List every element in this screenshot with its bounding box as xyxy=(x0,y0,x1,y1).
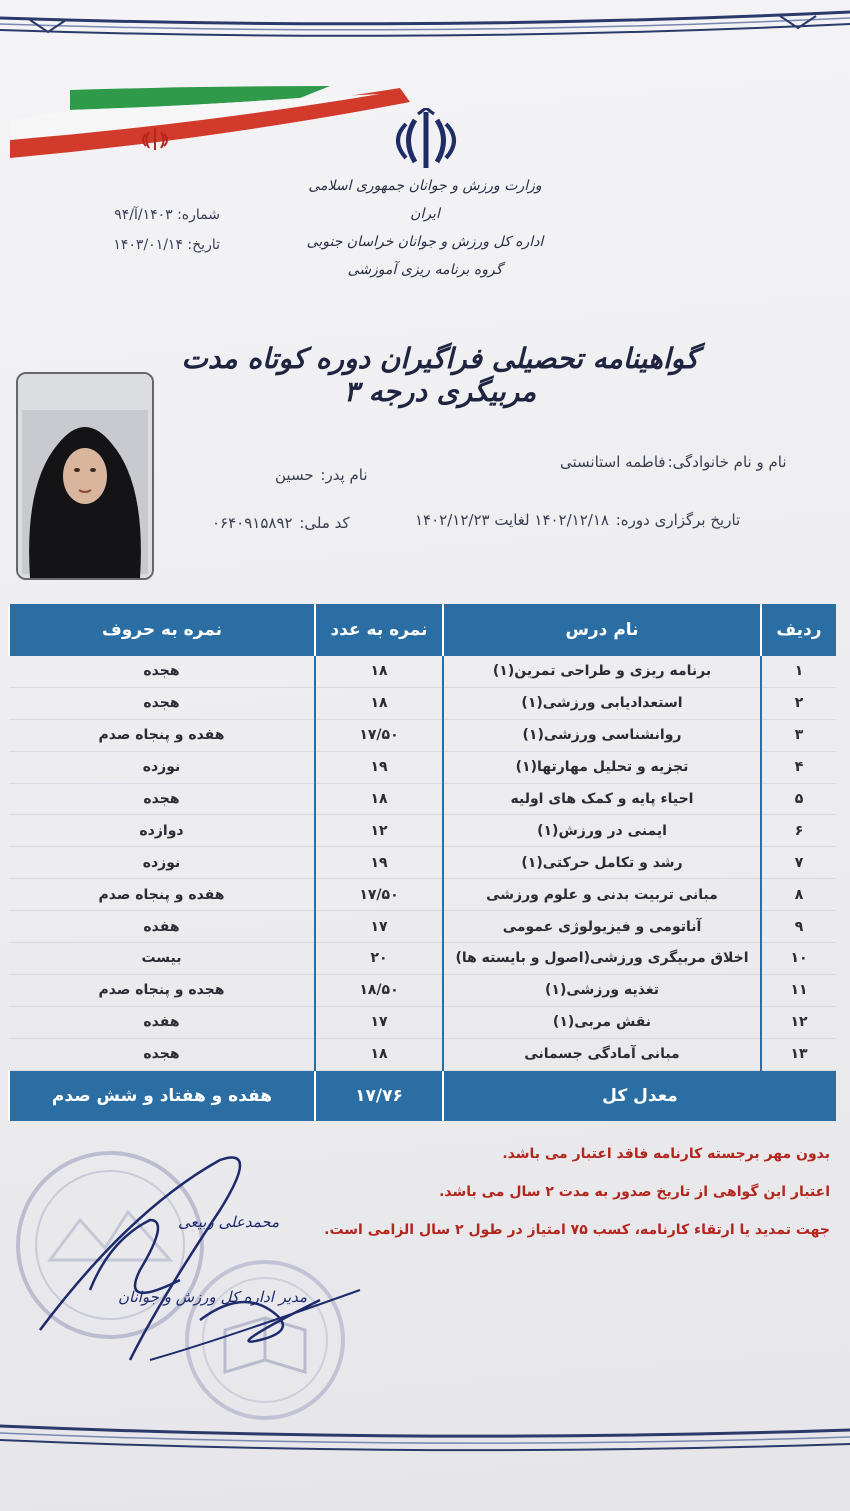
grade-words: هجده xyxy=(9,783,315,815)
row-number: ۲ xyxy=(761,687,836,719)
course-date-row xyxy=(415,511,740,529)
course-name: استعدادیابی ورزشی(۱) xyxy=(443,687,761,719)
grade-words: هجده xyxy=(9,687,315,719)
student-photo xyxy=(16,372,154,580)
grade-number: ۱۸ xyxy=(315,1038,443,1070)
decorative-border-top xyxy=(0,10,850,50)
row-number: ۱۳ xyxy=(761,1038,836,1070)
number-label: شماره: xyxy=(177,207,220,223)
ministry-name: وزارت ورزش و جوانان جمهوری اسلامی ایران xyxy=(308,178,542,222)
table-row xyxy=(9,943,836,975)
student-name-row xyxy=(560,453,787,471)
row-number: ۶ xyxy=(761,815,836,847)
header-row-number: ردیف xyxy=(761,604,836,656)
grade-words: نوزده xyxy=(9,847,315,879)
grade-words: هفده xyxy=(9,911,315,943)
row-number: ۱۲ xyxy=(761,1006,836,1038)
table-row xyxy=(9,847,836,879)
table-row xyxy=(9,974,836,1006)
grade-number: ۱۹ xyxy=(315,847,443,879)
grade-words: بیست xyxy=(9,943,315,975)
father-value: حسین xyxy=(275,466,314,484)
course-date-label: تاریخ برگزاری دوره: xyxy=(615,511,741,529)
table-row xyxy=(9,687,836,719)
table-row xyxy=(9,751,836,783)
photo-portrait xyxy=(18,374,152,578)
note-item: بدون مهر برجسته کارنامه فاقد اعتبار می باشد. xyxy=(502,1146,830,1162)
small-emblem-icon xyxy=(140,126,170,152)
table-row xyxy=(9,879,836,911)
row-number: ۸ xyxy=(761,879,836,911)
grade-words: نوزده xyxy=(9,751,315,783)
course-name: تغذیه ورزشی(۱) xyxy=(443,974,761,1006)
father-name-row xyxy=(275,466,368,484)
header-grade-number: نمره به عدد xyxy=(315,604,443,656)
course-name: مبانی تربیت بدنی و علوم ورزشی xyxy=(443,879,761,911)
table-row xyxy=(9,911,836,943)
course-name: اخلاق مربیگری ورزشی(اصول و بایسته ها) xyxy=(443,943,761,975)
table-header-row xyxy=(9,604,836,656)
grade-words: هجده و پنجاه صدم xyxy=(9,974,315,1006)
table-row xyxy=(9,815,836,847)
number-value: ۱۴۰۳/آ/۹۴ xyxy=(114,207,173,223)
document-title: گواهینامه تحصیلی فراگیران دوره کوتاه مدت مربیگری درجه ۳ xyxy=(181,342,699,408)
table-row xyxy=(9,656,836,687)
signatory-title: مدیر اداره کل ورزش و جوانان xyxy=(118,1288,308,1306)
course-name: روانشناسی ورزشی(۱) xyxy=(443,719,761,751)
course-name: آناتومی و فیزیولوژی عمومی xyxy=(443,911,761,943)
name-value: فاطمه استانستی xyxy=(560,453,666,471)
grade-number: ۱۸ xyxy=(315,783,443,815)
issuer-header xyxy=(300,172,550,284)
grades-table xyxy=(8,604,836,1121)
grade-number: ۱۷ xyxy=(315,911,443,943)
row-number: ۷ xyxy=(761,847,836,879)
course-name: مبانی آمادگی جسمانی xyxy=(443,1038,761,1070)
row-number: ۳ xyxy=(761,719,836,751)
average-label: معدل کل xyxy=(443,1070,836,1121)
national-id-row xyxy=(212,514,350,532)
document-meta xyxy=(80,200,220,260)
grade-words: دوازده xyxy=(9,815,315,847)
note-item: اعتبار این گواهی از تاریخ صدور به مدت ۲ سال می باشد. xyxy=(439,1184,830,1200)
course-name: احیاء پایه و کمک های اولیه xyxy=(443,783,761,815)
date-label: تاریخ: xyxy=(187,237,220,253)
national-id-label: کد ملی: xyxy=(299,514,350,532)
name-label: نام و نام خانوادگی: xyxy=(667,453,787,471)
grade-words: هفده و پنجاه صدم xyxy=(9,719,315,751)
row-number: ۱۱ xyxy=(761,974,836,1006)
row-number: ۵ xyxy=(761,783,836,815)
average-row xyxy=(9,1070,836,1121)
iran-emblem-icon xyxy=(388,108,464,172)
grade-words: هفده xyxy=(9,1006,315,1038)
course-name: رشد و تکامل حرکتی(۱) xyxy=(443,847,761,879)
grade-number: ۱۷/۵۰ xyxy=(315,879,443,911)
table-row xyxy=(9,719,836,751)
average-number: ۱۷/۷۶ xyxy=(315,1070,443,1121)
grade-number: ۱۷/۵۰ xyxy=(315,719,443,751)
directorate-name: اداره کل ورزش و جوانان خراسان جنوبی xyxy=(306,234,544,250)
grade-number: ۲۰ xyxy=(315,943,443,975)
row-number: ۹ xyxy=(761,911,836,943)
handwritten-signature xyxy=(20,1150,380,1380)
decorative-border-bottom xyxy=(0,1420,850,1460)
course-name: برنامه ریزی و طراحی تمرین(۱) xyxy=(443,656,761,687)
course-name: ایمنی در ورزش(۱) xyxy=(443,815,761,847)
table-row xyxy=(9,1006,836,1038)
grade-number: ۱۷ xyxy=(315,1006,443,1038)
grade-words: هجده xyxy=(9,656,315,687)
signatory-name: محمدعلی ربیعی xyxy=(178,1213,280,1231)
grade-number: ۱۸ xyxy=(315,687,443,719)
grade-number: ۱۸/۵۰ xyxy=(315,974,443,1006)
note-item: جهت تمدید یا ارتقاء کارنامه، کسب ۷۵ امتیاز در طول ۲ سال الزامی است. xyxy=(324,1222,830,1238)
table-row xyxy=(9,783,836,815)
father-label: نام پدر: xyxy=(320,466,368,484)
grade-words: هجده xyxy=(9,1038,315,1070)
course-name: نقش مربی(۱) xyxy=(443,1006,761,1038)
header-course-name: نام درس xyxy=(443,604,761,656)
date-value: ۱۴۰۳/۰۱/۱۴ xyxy=(113,237,183,253)
course-date-value: ۱۴۰۲/۱۲/۱۸ لغایت ۱۴۰۲/۱۲/۲۳ xyxy=(415,511,609,529)
national-id-value: ۰۶۴۰۹۱۵۸۹۲ xyxy=(212,514,293,532)
row-number: ۴ xyxy=(761,751,836,783)
table-row xyxy=(9,1038,836,1070)
grade-number: ۱۲ xyxy=(315,815,443,847)
course-name: تجزیه و تحلیل مهارتها(۱) xyxy=(443,751,761,783)
group-name: گروه برنامه ریزی آموزشی xyxy=(347,262,503,278)
header-grade-words: نمره به حروف xyxy=(9,604,315,656)
grade-number: ۱۸ xyxy=(315,656,443,687)
average-words: هفده و هفتاد و شش صدم xyxy=(9,1070,315,1121)
row-number: ۱۰ xyxy=(761,943,836,975)
grade-words: هفده و پنجاه صدم xyxy=(9,879,315,911)
grade-number: ۱۹ xyxy=(315,751,443,783)
row-number: ۱ xyxy=(761,656,836,687)
